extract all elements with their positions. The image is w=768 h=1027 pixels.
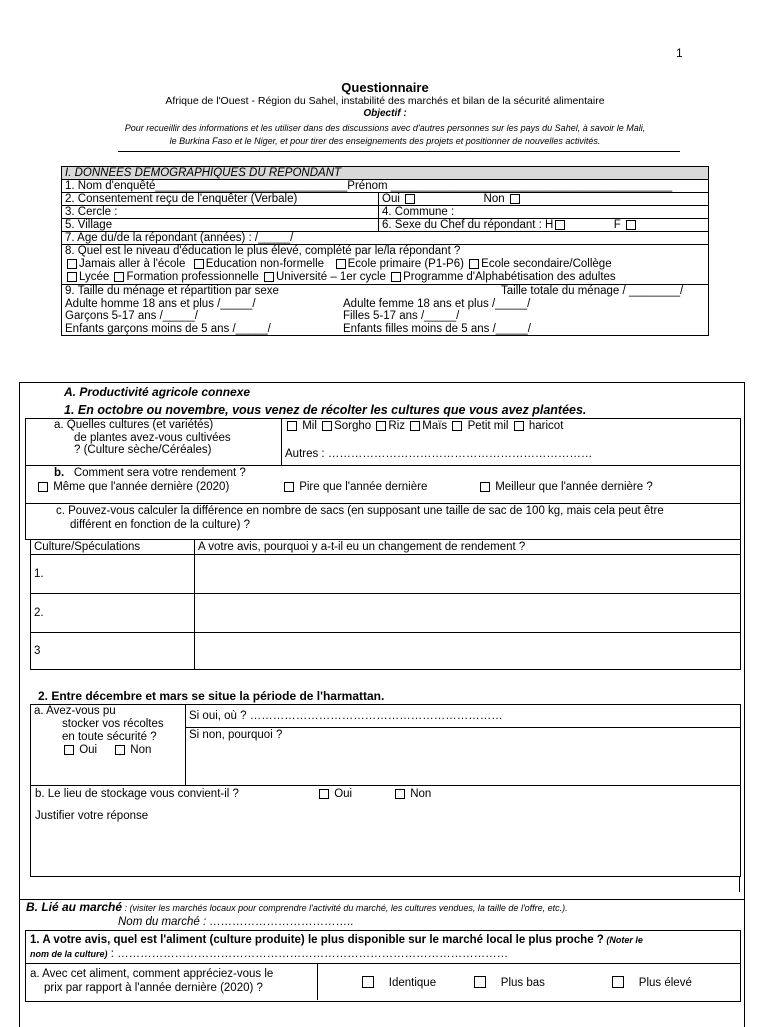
- age-field[interactable]: 7. Age du/de la répondant (années) : /_____/: [62, 232, 709, 245]
- price-lower-checkbox[interactable]: [474, 976, 486, 988]
- storage-where[interactable]: Si oui, où ? …………………………………………………………: [186, 705, 741, 728]
- demographics-title: I. DONNEES DEMOGRAPHIQUES DU REPONDANT: [62, 167, 709, 180]
- yield-row-2[interactable]: 2.: [31, 594, 195, 633]
- yield-change-table: [30, 539, 741, 670]
- sexe-h-checkbox[interactable]: [555, 220, 565, 230]
- crop-riz-checkbox[interactable]: [376, 421, 386, 431]
- document-title: Questionnaire: [341, 80, 429, 95]
- document-subtitle: Afrique de l'Ouest - Région du Sahel, instabilité des marchés et bilan de la sécurité alimentaire: [165, 95, 605, 107]
- crop-petitmil-checkbox[interactable]: [452, 421, 462, 431]
- edu-1-checkbox[interactable]: [67, 259, 77, 269]
- purpose-text: [60, 122, 710, 148]
- price-same-checkbox[interactable]: [362, 976, 374, 988]
- sexe-f-checkbox[interactable]: [626, 220, 636, 230]
- section-a-q1: 1. En octobre ou novembre, vous venez de récolter les cultures que vous avez plantées.: [64, 403, 587, 417]
- justify-label: Justifier votre réponse: [35, 810, 149, 822]
- yield-row-1[interactable]: 1.: [31, 555, 195, 594]
- col-reason: A votre avis, pourquoi y a-t-il eu un changement de rendement ?: [195, 540, 741, 555]
- yield-same-checkbox[interactable]: [38, 482, 48, 492]
- yield-better-checkbox[interactable]: [480, 482, 490, 492]
- crops-question: a. Quelles cultures (et variétés) de plantes avez-vous cultivées ? (Culture sèche/Céréales): [26, 419, 282, 466]
- sexe-field: 6. Sexe du Chef du répondant : H F: [379, 219, 709, 232]
- crops-options: Mil Sorgho Riz Maïs Petit mil haricot Autres : ……………………………………………………………: [282, 419, 741, 466]
- price-same-option: Identique: [360, 976, 436, 989]
- edu-2-checkbox[interactable]: [194, 259, 204, 269]
- storage-why-not[interactable]: Si non, pourquoi ?: [186, 728, 741, 786]
- storage-suitability: b. Le lieu de stockage vous convient-il ? Oui Non Justifier votre réponse: [30, 785, 741, 877]
- bags-question: c. Pouvez-vous calculer la différence en nombre de sacs (en supposant une taille de sac de 100 kg, mais cela peut être différent en fonction de la culture) ?: [25, 504, 741, 540]
- price-divider: [317, 964, 318, 1000]
- purpose-line-1: Pour recueillir des informations et les utiliser dans des discussions avec d'autres personnes sur les pays du Sahel, à savoir le Mali,: [124, 123, 646, 133]
- suit-non-checkbox[interactable]: [395, 789, 405, 799]
- edu-3-checkbox[interactable]: [336, 259, 346, 269]
- price-lower-option: Plus bas: [472, 976, 545, 989]
- village-field[interactable]: 5. Village: [62, 219, 379, 232]
- edu-6-checkbox[interactable]: [114, 272, 124, 282]
- page-number: 1: [676, 46, 683, 60]
- demographics-table: [61, 166, 709, 336]
- price-question: a. Avec cet aliment, comment appréciez-vous le prix par rapport à l'année dernière (2020) ?: [30, 968, 274, 994]
- crops-autres[interactable]: Autres : ……………………………………………………………: [285, 448, 593, 460]
- cercle-field[interactable]: 3. Cercle :: [62, 206, 379, 219]
- objective-label: Objectif :: [363, 108, 407, 119]
- storage-oui-checkbox[interactable]: [64, 745, 74, 755]
- crop-haricot-checkbox[interactable]: [514, 421, 524, 431]
- consent-options: Oui Non: [379, 193, 709, 206]
- yield-reason-3[interactable]: [195, 633, 741, 670]
- edu-5-checkbox[interactable]: [67, 272, 77, 282]
- consent-oui-checkbox[interactable]: [405, 194, 415, 204]
- col-culture: Culture/Spéculations: [31, 540, 195, 555]
- consent-label: 2. Consentement reçu de l'enquêter (Verbale): [62, 193, 379, 206]
- market-name[interactable]: Nom du marché : ………………………………..: [118, 916, 354, 928]
- storage-non-checkbox[interactable]: [115, 745, 125, 755]
- margin-mark: [739, 876, 740, 892]
- commune-field[interactable]: 4. Commune :: [379, 206, 709, 219]
- crop-mil-checkbox[interactable]: [287, 421, 297, 431]
- yield-reason-2[interactable]: [195, 594, 741, 633]
- household-total[interactable]: Taille totale du ménage / ________/: [501, 285, 684, 297]
- purpose-line-2: le Burkina Faso et le Niger, et pour tirer des enseignements des projets et positionner de nouvelles activités.: [169, 136, 601, 146]
- price-higher-checkbox[interactable]: [612, 976, 624, 988]
- edu-7-checkbox[interactable]: [264, 272, 274, 282]
- storage-table: [30, 704, 741, 786]
- yield-reason-1[interactable]: [195, 555, 741, 594]
- name-field[interactable]: 1. Nom d'enquêté______________________________Prénom ____________________________________________: [62, 180, 709, 193]
- edu-8-checkbox[interactable]: [391, 272, 401, 282]
- crop-sorgho-checkbox[interactable]: [322, 421, 332, 431]
- storage-question: a. Avez-vous pu stocker vos récoltes en toute sécurité ? Oui Non: [31, 705, 186, 786]
- household-block: 9. Taille du ménage et répartition par sexe Taille totale du ménage / ________/ Adulte homme 18 ans et plus /_____/ Adulte femme 18 ans et plus /_____/ Garçons 5-17 ans /_____/ Filles 5-17 ans /_____/ Enfants garçons moins de 5 ans /_____/ Enfants filles moins de 5 ans /_____/: [62, 285, 709, 336]
- header-rule: [118, 151, 680, 152]
- edu-4-checkbox[interactable]: [469, 259, 479, 269]
- section-a-q2: 2. Entre décembre et mars se situe la période de l'harmattan.: [38, 689, 385, 703]
- education-block: 8. Quel est le niveau d'éducation le plus élevé, complété par le/la répondant ? Jamais aller à l'école Education non-formelle Ecole primaire (P1-P6) Ecole secondaire/Collège Lycée Formation professionnelle Université – 1er cycle Programme d'Alphabétisation des adultes: [62, 245, 709, 285]
- market-question: 1. A votre avis, quel est l'aliment (culture produite) le plus disponible sur le marché local le plus proche ? (Noter le nom de la culture) : …………………………………………………………………………………………: [25, 930, 741, 964]
- yield-row-3[interactable]: 3: [31, 633, 195, 670]
- section-a-title: A. Productivité agricole connexe: [64, 385, 251, 399]
- crops-table: [25, 418, 741, 466]
- consent-non-checkbox[interactable]: [510, 194, 520, 204]
- price-higher-option: Plus élevé: [610, 976, 692, 989]
- price-row: [25, 964, 741, 1002]
- crop-mais-checkbox[interactable]: [410, 421, 420, 431]
- yield-question: b. Comment sera votre rendement ? Même que l'année dernière (2020) Pire que l'année dernière Meilleur que l'année dernière ?: [25, 466, 741, 504]
- suit-oui-checkbox[interactable]: [319, 789, 329, 799]
- section-b-header: B. Lié au marché : (visiter les marchés locaux pour comprendre l'activité du marché, les cultures vendues, la taille de l'offre, etc.).: [26, 900, 568, 914]
- yield-worse-checkbox[interactable]: [284, 482, 294, 492]
